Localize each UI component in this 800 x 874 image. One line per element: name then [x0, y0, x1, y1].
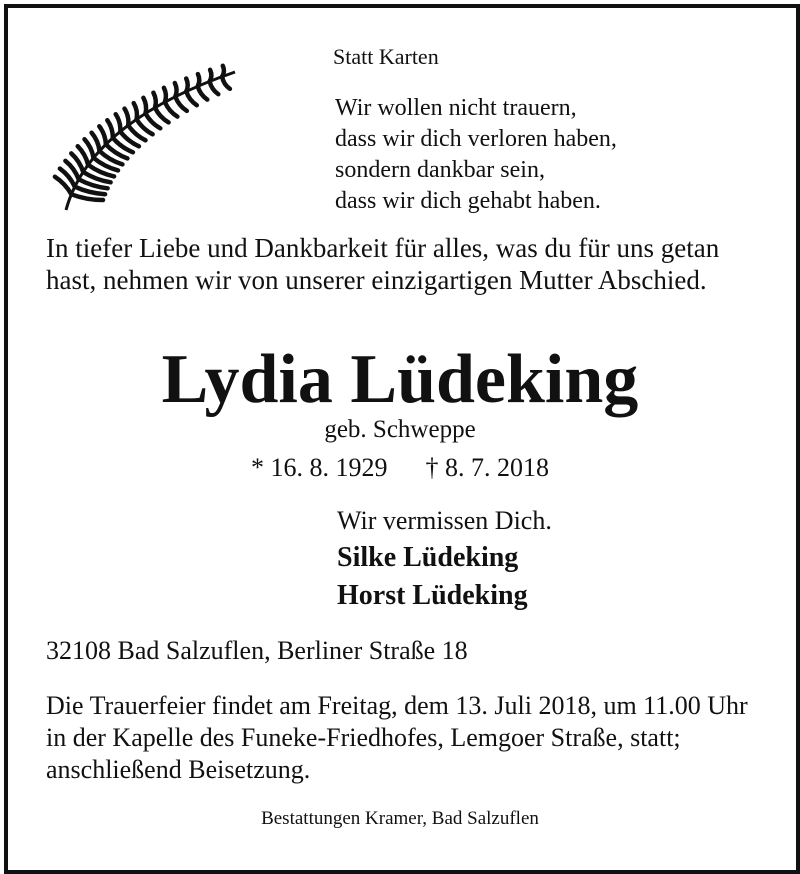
address: 32108 Bad Salzuflen, Berliner Straße 18 — [46, 636, 468, 665]
frond-leaflet — [198, 86, 208, 99]
birth-date: * 16. 8. 1929 — [251, 453, 388, 482]
birth-name: geb. Schweppe — [324, 416, 476, 443]
mourner-name: Silke Lüdeking — [337, 542, 519, 573]
farewell-line: Wir vermissen Dich. — [337, 506, 552, 535]
frond-leaflet — [134, 103, 137, 119]
frond-leaflet — [210, 81, 219, 94]
intro-text: In tiefer Liebe und Dankbarkeit für alles, was du für uns getan hast, nehmen wir von unserer einzigartigen Mutter Abschied. — [46, 233, 720, 295]
frond-leaflet — [107, 120, 113, 138]
palm-frond-icon — [50, 62, 240, 214]
deceased-name: Lydia Lüdeking — [161, 341, 639, 418]
poem-line: Wir wollen nicht trauern, — [335, 95, 577, 121]
poem-line: sondern dankbar sein, — [335, 157, 545, 183]
frond-leaflet — [99, 126, 106, 144]
poem-line: dass wir dich gehabt haben. — [335, 188, 601, 214]
frond-leaflet — [143, 98, 146, 114]
funeral-text: Die Trauerfeier findet am Freitag, dem 13. Juli 2018, um 11.00 Uhr in der Kapelle des Funeke-Friedhofes, Lemgoer Straße, statt; anschließend Beisetzung. — [46, 691, 748, 784]
frond-leaflet — [153, 93, 155, 108]
mourner-name: Horst Lüdeking — [337, 580, 528, 611]
frond-leaflet — [116, 114, 121, 131]
frond-leaflet — [125, 109, 129, 126]
undertaker: Bestattungen Kramer, Bad Salzuflen — [261, 808, 539, 829]
poem-line: dass wir dich verloren haben, — [335, 126, 617, 152]
frond-stem — [66, 72, 235, 210]
frond-leaflet — [222, 77, 230, 89]
life-dates — [0, 453, 800, 483]
death-date: † 8. 7. 2018 — [425, 453, 549, 482]
frond-leaflet — [165, 102, 178, 117]
poem — [335, 93, 617, 217]
frond-leaflet — [186, 91, 197, 105]
frond-leaflet — [155, 108, 169, 123]
header-label: Statt Karten — [333, 44, 439, 69]
frond-leaflet — [175, 97, 187, 111]
